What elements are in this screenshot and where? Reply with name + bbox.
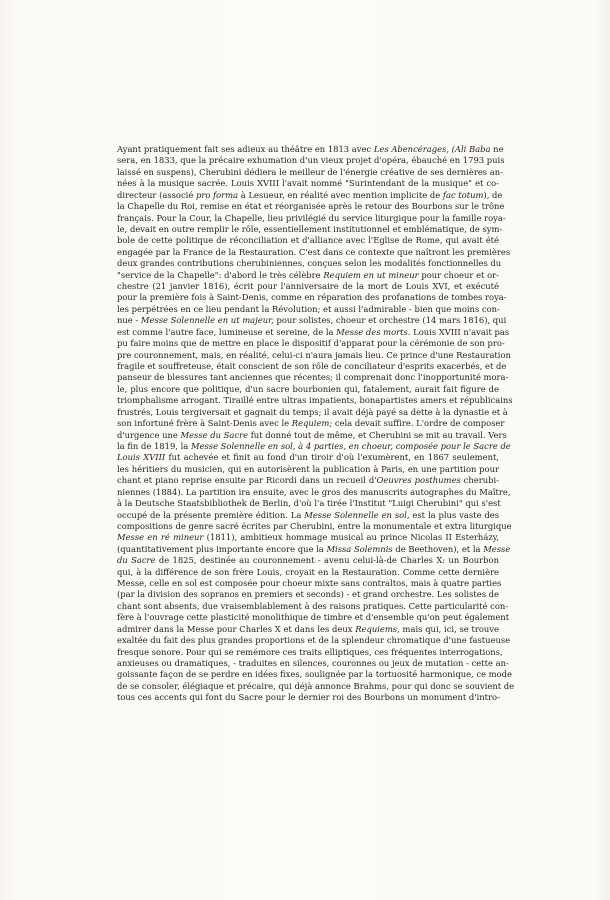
text-line: les héritiers du musicien, qui en autorisèrent la publication à Paris, en une partition pour xyxy=(117,463,499,474)
text-line: à la Deutsche Staatsbibliothek de Berlin, d'où l'a tirée l'Institut "Luigi Cherubini" qui s'est xyxy=(117,498,501,509)
text-line: qui, à la différence de son frère Louis, croyait en la Restauration. Comme cette dernière xyxy=(117,566,499,577)
text-line: pre couronnement, mais, en réalité, celui-ci n'aura jamais lieu. Ce prince d'une Restauration xyxy=(117,349,511,360)
text-line: est comme l'autre face, lumineuse et sereine, de la Messe des morts. Louis XVIII n'avait pas xyxy=(117,326,510,337)
text-line: Louis XVIII fut achevée et finit au fond d'un tiroir d'où l'exumèrent, en 1867 seulement, xyxy=(117,452,499,463)
text-line: son infortuné frère à Saint-Denis avec le Requiem; cela devait suffire. L'ordre de composer xyxy=(117,418,505,429)
text-line: fère à l'ouvrage cette plasticité monolithique de timbre et d'ensemble qu'on peut également xyxy=(117,612,510,623)
text-line: chant sont absents, due vraisemblablement à des raisons pratiques. Cette particularité con- xyxy=(117,600,509,611)
text-line: anxieuses ou dramatiques, - traduites en silences, couronnes ou jeux de mutation - cette an- xyxy=(117,657,509,668)
text-line: la fin de 1819, la Messe Solennelle en sol, à 4 parties, en choeur, composée pour le Sacre de xyxy=(117,440,511,451)
text-line: pour la première fois à Saint-Denis, comme en réparation des profanations de tombes roya- xyxy=(117,292,507,303)
text-line: triomphalisme arrogant. Tiraillé entre ultras impatients, bonapartistes amers et républicains xyxy=(117,395,513,406)
text-line: les perpétrées en ce lieu pendant la Révolution; et aussi l'admirable - bien que moins con- xyxy=(117,303,500,314)
text-line: le, plus encore que politique, d'un sacre bourbonien qui, fatalement, aurait fait figure de xyxy=(117,383,499,394)
text-line: Messe, celle en sol est composée pour choeur mixte sans contraltos, mais à quatre parties xyxy=(117,578,502,589)
text-line: admirer dans la Messe pour Charles X et dans les deux Requiems, mais qui, ici, se trouve xyxy=(117,623,499,634)
text-line: de se consoler, élégiaque et précaire, qui déjà annonce Brahms, pour qui donc se souvient de xyxy=(117,680,515,691)
text-line: frustrés, Louis tergiversait et gagnait du temps; il avait déjà payé sa dette à la dynastie et à xyxy=(117,406,508,417)
text-line: chant et piano reprise ensuite par Ricordi dans un recueil d'Oeuvres posthumes cherubi- xyxy=(117,475,499,486)
text-line: la Chapelle du Roi, remise en état et réorganisée après le retour des Bourbons sur le trône xyxy=(117,201,505,212)
text-line: nue - Messe Solennelle en ut majeur, pour solistes, choeur et orchestre (14 mars 1816), qui xyxy=(117,315,507,326)
text-line: Ayant pratiquement fait ses adieux au théâtre en 1813 avec Les Abencérages, (Ali Baba ne xyxy=(117,144,504,154)
text-line: Messe en ré mineur (1811), ambitieux hommage musical au prince Nicolas II Esterházy, xyxy=(117,532,500,543)
body-text xyxy=(117,144,515,704)
text-line: fresque sonore. Pour qui se remémore ces traits elliptiques, ces fréquentes interrogations, xyxy=(117,646,503,657)
text-line: du Sacre de 1825, destinée au couronnement - avenu celui-là-de Charles X: un Bourbon xyxy=(117,555,499,566)
text-line: nées à la musique sacrée. Louis XVIII l'avait nommé "Surintendant de la musique" et co- xyxy=(117,178,499,189)
text-line: d'urgence une Messe du Sacre fut donné tout de même, et Cherubini se mit au travail. Vers xyxy=(117,429,507,440)
text-line: "service de la Chapelle": d'abord le très célèbre Requiem en ut mineur pour choeur et or- xyxy=(117,269,499,280)
text-line: occupé de la présente première édition. La Messe Solennelle en sol, est la plus vaste des xyxy=(117,509,499,520)
text-line: le, devait en outre remplir le rôle, essentiellement institutionnel et emblématique, de sym- xyxy=(117,223,503,234)
text-line: tous ces accents qui font du Sacre pour le dernier roi des Bourbons un monument d'intro- xyxy=(117,692,500,703)
text-line: laissé en suspens), Cherubini dédiera le meilleur de l'énergie créative de ses dernières an- xyxy=(117,166,503,177)
text-line: directeur (associé pro forma à Lesueur, en réalité avec mention implicite de fac totum), de xyxy=(117,189,503,200)
text-line: panseur de blessures tant anciennes que récentes; il comprenait donc l'inopportunité mora- xyxy=(117,372,509,383)
text-line: bole de cette politique de réconciliation et d'alliance avec l'Eglise de Rome, qui avait été xyxy=(117,235,499,246)
text-line: (par la division des sopranos en premiers et seconds) - et grand orchestre. Les solistes de xyxy=(117,589,499,600)
text-line: exaltée du fait des plus grandes proportions et de la splendeur chromatique d'une fastueuse xyxy=(117,635,511,646)
text-line: engagée par la France de la Restauration. C'est dans ce contexte que naîtront les premières xyxy=(117,246,511,257)
text-line: fragile et souffreteuse, était conscient de son rôle de conciliateur d'esprits exacerbés, et de xyxy=(117,361,507,372)
text-line: chestre (21 janvier 1816), écrit pour l'anniversaire de la mort de Louis XVI, et exécuté xyxy=(117,281,499,292)
text-line: sera, en 1833, que la précaire exhumation d'un vieux projet d'opéra, ébauché en 1793 puis xyxy=(117,155,505,166)
text-line: compositions de genre sacré écrites par Cherubini, entre la monumentale et extra liturgique xyxy=(117,520,512,531)
text-line: niennes (1884). La partition ira ensuite, avec le gros des manuscrits autographes du Maître, xyxy=(117,486,511,497)
text-line: (quantitativement plus importante encore que la Missa Solemnis de Beethoven), et la Messe xyxy=(117,543,511,554)
text-line: pu faire moins que de mettre en place le dispositif d'apparat pour la cérémonie de son pro- xyxy=(117,338,505,349)
text-line: deux grandes contributions cherubiniennes, conçues selon les modalités fonctionnelles du xyxy=(117,258,502,269)
text-line: français. Pour la Cour, la Chapelle, lieu privilégié du service liturgique pour la famille roya- xyxy=(117,212,506,223)
text-line: goissante façon de se perdre en idées fixes, soulignée par la tortuosité harmonique, ce mode xyxy=(117,669,512,680)
